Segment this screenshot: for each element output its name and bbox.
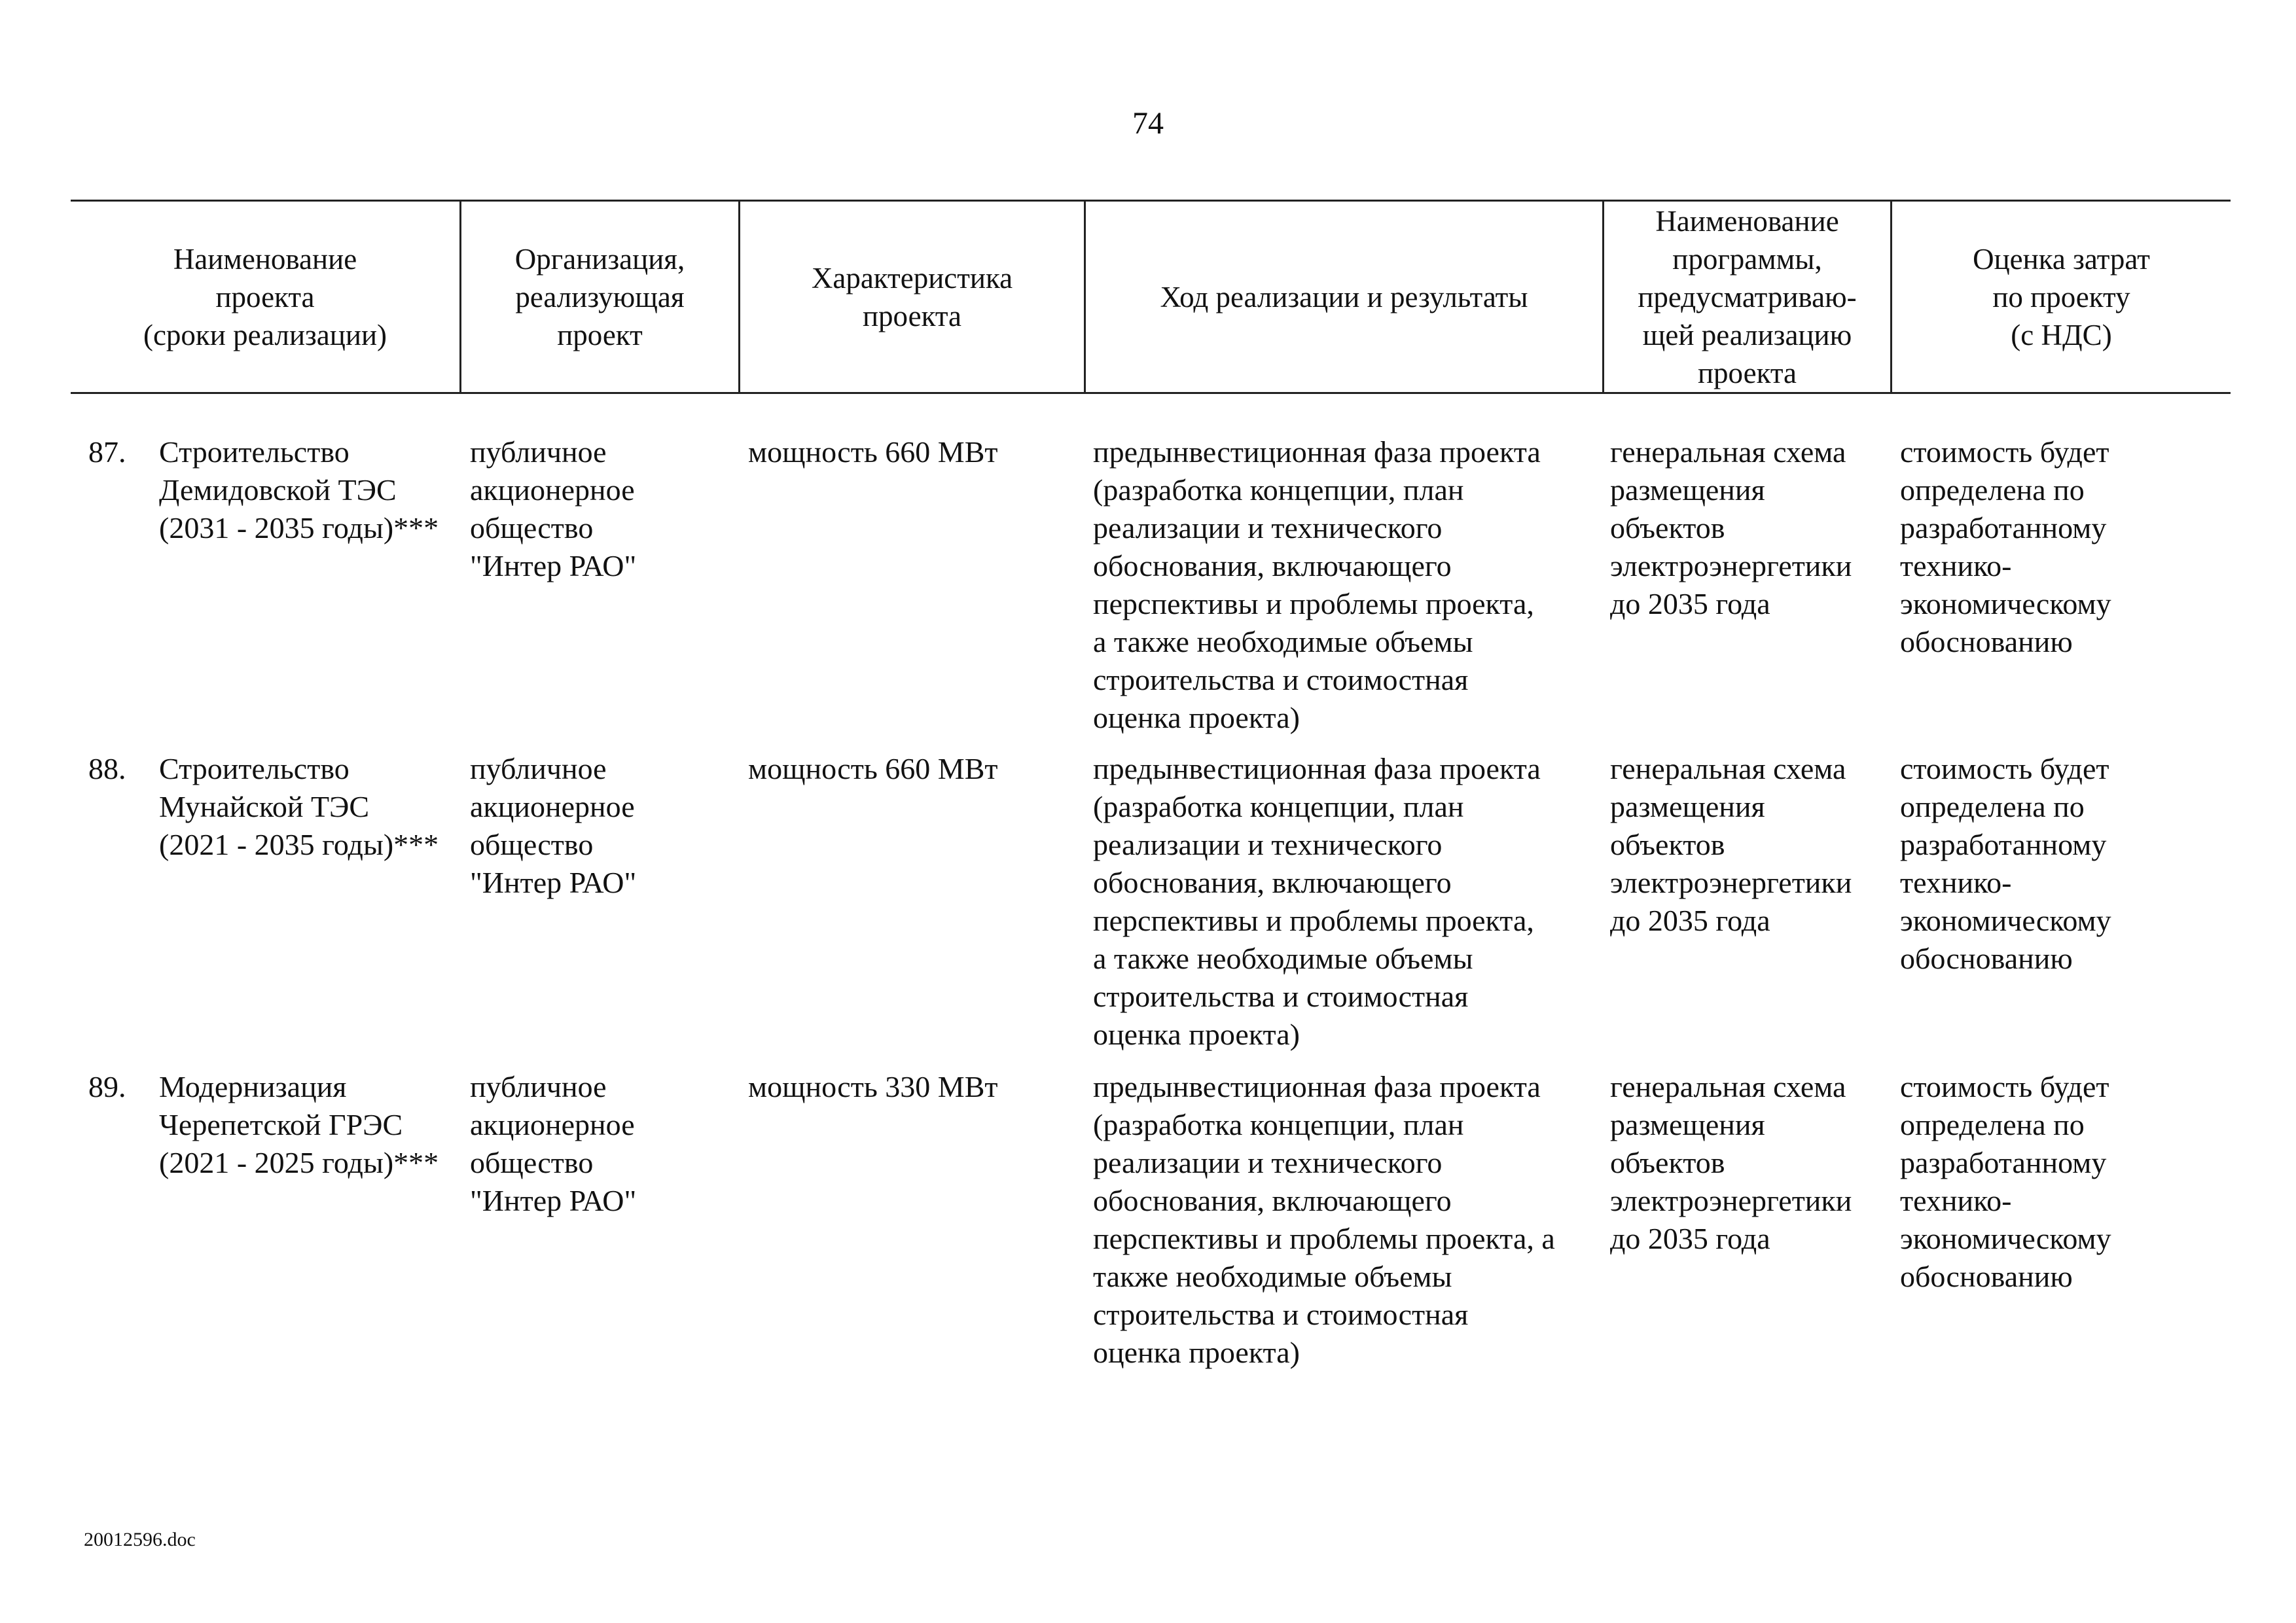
progress-results: предынвестиционная фаза проекта (разработка концепции, план реализации и технического обоснования, включающего перспективы и проблемы проекта, а также необходимые объемы строительства и стоимостная оценка проекта) [1093,1070,1555,1369]
table-header-bottom-rule [71,392,2231,394]
cost-estimate: стоимость будет определена по разработанному технико- экономическому обоснованию [1900,435,2111,658]
capacity: мощность 660 МВт [748,752,998,785]
project-name: Строительство Мунайской ТЭС (2021 - 2035 годы)*** [159,752,439,861]
page-number: 74 [1132,106,1164,141]
header-program: Наименование программы, предусматриваю- щей реализацию проекта [1638,204,1857,389]
organization: публичное акционерное общество "Интер РАО" [470,435,637,582]
organization: публичное акционерное общество "Интер РАО" [470,1070,637,1217]
progress-results: предынвестиционная фаза проекта (разработка концепции, план реализации и технического обоснования, включающего перспективы и проблемы проекта, а также необходимые объемы строительства и стоимостная оценка проекта) [1093,752,1541,1051]
row-number: 88. [88,752,126,785]
program-name: генеральная схема размещения объектов электроэнергетики до 2035 года [1610,435,1852,620]
capacity: мощность 330 МВт [748,1070,998,1103]
capacity: мощность 660 МВт [748,435,998,469]
organization: публичное акционерное общество "Интер РАО" [470,752,637,899]
document-filename: 20012596.doc [84,1529,196,1550]
cost-estimate: стоимость будет определена по разработанному технико- экономическому обоснованию [1900,1070,2111,1293]
progress-results: предынвестиционная фаза проекта (разработка концепции, план реализации и технического обоснования, включающего перспективы и проблемы проекта, а также необходимые объемы строительства и стоимостная оценка проекта) [1093,435,1541,734]
program-name: генеральная схема размещения объектов электроэнергетики до 2035 года [1610,752,1852,937]
header-characteristic: Характеристика проекта [811,261,1013,332]
header-progress: Ход реализации и результаты [1160,280,1528,313]
project-name: Модернизация Черепетской ГРЭС (2021 - 2025 годы)*** [159,1070,439,1179]
header-cost: Оценка затрат по проекту (с НДС) [1973,242,2150,351]
project-name: Строительство Демидовской ТЭС (2031 - 2035 годы)*** [159,435,439,544]
header-project-name: Наименование проекта (сроки реализации) [143,242,387,351]
header-organization: Организация, реализующая проект [514,242,685,351]
cost-estimate: стоимость будет определена по разработанному технико- экономическому обоснованию [1900,752,2111,975]
row-number: 89. [88,1070,126,1103]
program-name: генеральная схема размещения объектов электроэнергетики до 2035 года [1610,1070,1852,1255]
row-number: 87. [88,435,126,469]
